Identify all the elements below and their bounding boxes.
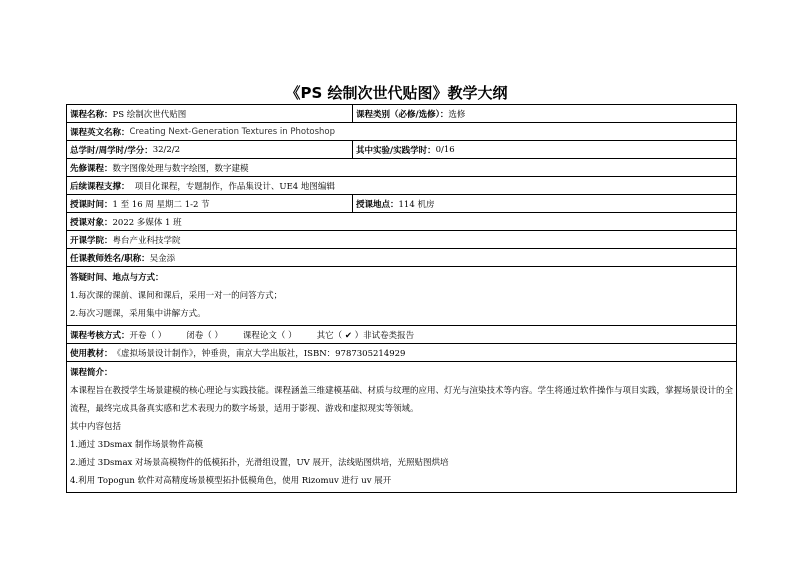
- teacher: 吴金添: [149, 253, 176, 264]
- label: 课程简介：: [70, 368, 113, 378]
- label: 授课地点：: [356, 199, 399, 210]
- intro-paragraph: 本课程旨在教授学生场景建模的核心理论与实践技能。课程涵盖三维建模基础、材质与纹理的应用、灯光与渲染技术等内容。学生将通过软件操作与项目实践，掌握场景设计的全流程，最终完成具备真实感和艺术表现力的数字场景，适用于影视、游戏和虚拟现实等领域。: [70, 386, 734, 414]
- exam-option: 闭卷（ ）: [186, 330, 223, 341]
- college: 粤台产业科技学院: [112, 235, 181, 246]
- textbook: 《虚拟场景设计制作》，钟垂贵，南京大学出版社，ISBN：9787305214929: [112, 348, 406, 359]
- label: 任课教师姓名/职称：: [70, 253, 150, 264]
- row-textbook: [67, 344, 736, 362]
- prereq: 数字图像处理与数字绘图，数字建模: [112, 163, 249, 174]
- label: 开课学院：: [70, 235, 113, 246]
- target: 2022 多媒体 1 班: [112, 217, 182, 228]
- label: 答疑时间、地点与方式：: [70, 273, 164, 283]
- qa-line: 1.每次课的课前、课间和课后，采用一对一的问答方式；: [70, 291, 283, 301]
- row-intro: [67, 362, 736, 492]
- row-hours: [67, 141, 736, 159]
- label: 后续课程支撑：: [70, 181, 130, 192]
- label: 课程考核方式：: [70, 330, 130, 341]
- intro-line: 4.利用 Topogun 软件对高精度场景模型拓扑低模角色，使用 Rizomuv 进行 uv 展开: [70, 476, 392, 486]
- english-name: Creating Next-Generation Textures in Photoshop: [129, 126, 336, 137]
- label: 课程名称：: [70, 109, 113, 120]
- intro-line: 2.通过 3Dsmax 对场景高模物件的低模拓扑，光滑组设置，UV 展开，法线贴图烘培，光照贴图烘培: [70, 458, 449, 468]
- row-exam: [67, 326, 736, 344]
- label: 使用教材：: [70, 348, 113, 359]
- hours: 32/2/2: [152, 144, 181, 155]
- row-time: [67, 195, 736, 213]
- follow: 项目化课程，专题制作，作品集设计、UE4 地图编辑: [134, 181, 335, 192]
- row-prereq: [67, 159, 736, 177]
- intro-line: 1.通过 3Dsmax 制作场景物件高模: [70, 440, 204, 450]
- row-target: [67, 213, 736, 231]
- row-qa: [67, 267, 736, 326]
- document-title: 《PS 绘制次世代贴图》教学大纲: [285, 84, 508, 102]
- row-teacher: [67, 249, 736, 267]
- label: 授课对象：: [70, 217, 113, 228]
- syllabus-table: [66, 104, 737, 493]
- course-type: 选修: [448, 109, 466, 120]
- lab-hours: 0/16: [435, 144, 455, 155]
- place: 114 机房: [398, 199, 435, 210]
- qa-line: 2.每次习题课，采用集中讲解方式。: [70, 309, 206, 319]
- intro-line: 其中内容包括: [70, 422, 122, 432]
- exam-option: 其它（ ✔ ）非试卷类报告: [316, 330, 415, 341]
- row-college: [67, 231, 736, 249]
- exam-option: 开卷（ ）: [129, 330, 167, 341]
- course-name: PS 绘制次世代贴图: [112, 109, 187, 120]
- label: 课程英文名称：: [70, 127, 130, 138]
- label: 其中实验/实践学时：: [356, 145, 436, 156]
- row-course-name: [67, 105, 736, 123]
- time: 1 至 16 周 星期二 1-2 节: [112, 199, 210, 210]
- row-english-name: [67, 123, 736, 141]
- exam-option: 课程论文（ ）: [242, 330, 297, 341]
- label: 授课时间：: [70, 199, 113, 210]
- label: 先修课程：: [70, 163, 113, 174]
- label: 课程类别（必修/选修）：: [356, 109, 449, 120]
- row-follow: [67, 177, 736, 195]
- label: 总学时/周学时/学分：: [70, 145, 153, 156]
